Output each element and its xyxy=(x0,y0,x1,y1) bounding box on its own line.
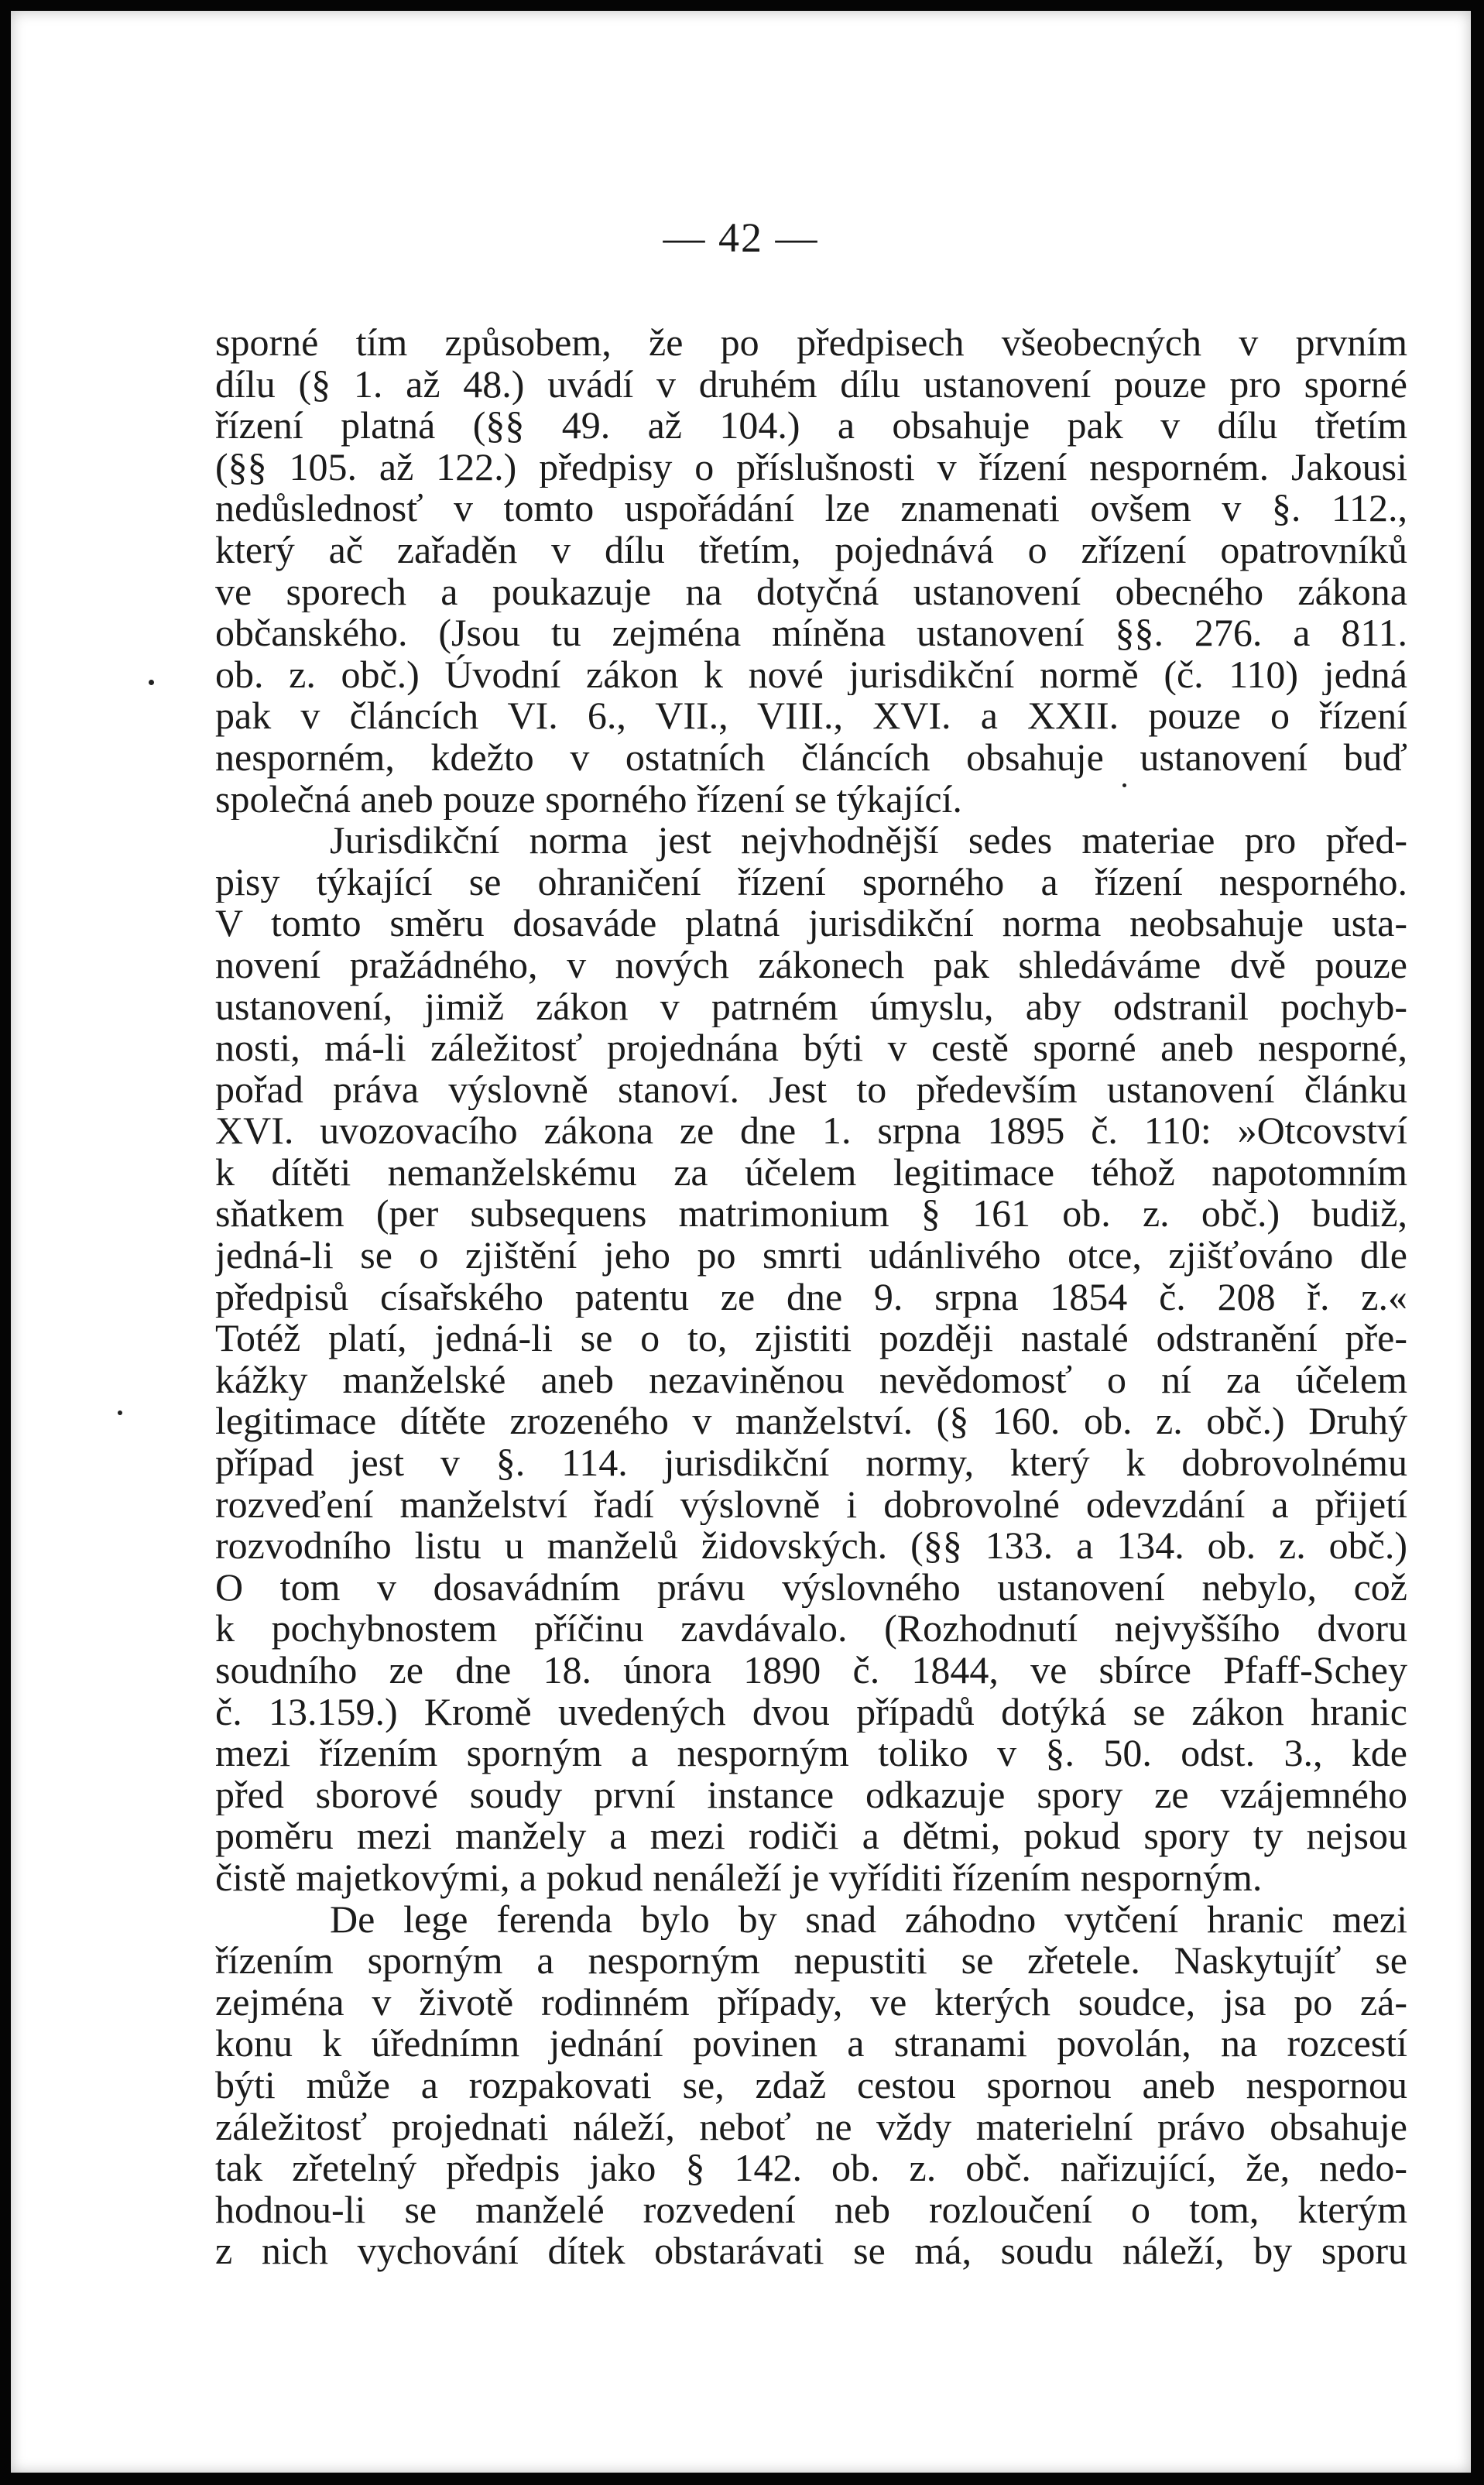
text-line: jedná-li se o zjištění jeho po smrti udánlivého otce, zjišťováno dle xyxy=(215,1235,1407,1277)
text-line: XVI. uvozovacího zákona ze dne 1. srpna 1895 č. 110: »Otcovství xyxy=(215,1110,1407,1152)
text-line: poměru mezi manžely a mezi rodiči a dětmi, pokud spory ty nejsou xyxy=(215,1815,1407,1857)
scan-speck xyxy=(118,1410,122,1415)
text-line: který ač zařaděn v dílu třetím, pojednává o zřízení opatrovníků xyxy=(215,529,1407,571)
text-line: nedůslednosť v tomto uspořádání lze znamenati ovšem v §. 112., xyxy=(215,488,1407,530)
paragraph-1 xyxy=(215,322,1407,820)
text-line: řízením sporným a nesporným nepustiti se zřetele. Naskytujíť se xyxy=(215,1940,1407,1982)
text-line: býti může a rozpakovati se, zdaž cestou spornou aneb nespornou xyxy=(215,2064,1407,2106)
text-line: pak v článcích VI. 6., VII., VIII., XVI. a XXII. pouze o řízení xyxy=(215,695,1407,737)
text-line: Jurisdikční norma jest nejvhodnější sedes materiae pro před- xyxy=(330,820,1407,862)
text-line: V tomto směru dosaváde platná jurisdikční norma neobsahuje usta- xyxy=(215,903,1407,944)
text-line: tak zřetelný předpis jako § 142. ob. z. obč. nařizující, že, nedo- xyxy=(215,2147,1407,2189)
text-line: z nich vychování dítek obstarávati se má, soudu náleží, by sporu xyxy=(215,2230,1407,2272)
text-line: sporné tím způsobem, že po předpisech všeobecných v prvním xyxy=(215,322,1407,364)
text-line: ustanovení, jimiž zákon v patrném úmyslu, aby odstranil pochyb- xyxy=(215,985,1407,1028)
text-line: rozveďení manželství řadí výslovně i dobrovolné odevzdání a přijetí xyxy=(215,1483,1407,1526)
text-line: O tom v dosavádním právu výslovného ustanovení nebylo, což xyxy=(215,1566,1407,1609)
paragraph-3 xyxy=(215,1899,1407,2272)
body-text xyxy=(215,322,1407,2272)
text-line: De lege ferenda bylo by snad záhodno vytčení hranic mezi xyxy=(330,1898,1407,1941)
text-line: konu k úřednímn jednání povinen a stranami povolán, na rozcestí xyxy=(215,2023,1407,2065)
text-line: rozvodního listu u manželů židovských. (§§ 133. a 134. ob. z. obč.) xyxy=(215,1525,1407,1567)
text-line: novení pražádného, v nových zákonech pak shledáváme dvě pouze xyxy=(215,944,1407,986)
text-line: hodnou-li se manželé rozvedení neb rozloučení o tom, kterým xyxy=(215,2189,1407,2231)
text-line: Totéž platí, jedná-li se o to, zjistiti později nastalé odstranění pře- xyxy=(215,1318,1407,1359)
scan-speck xyxy=(149,680,154,685)
text-line: ob. z. obč.) Úvodní zákon k nové jurisdikční normě (č. 110) jedná xyxy=(215,653,1407,696)
text-line: pořad práva výslovně stanoví. Jest to především ustanovení článku xyxy=(215,1068,1407,1111)
text-line: před sborové soudy první instance odkazuje spory ze vzájemného xyxy=(215,1774,1407,1816)
book-page xyxy=(11,11,1471,2473)
text-line: mezi řízením sporným a nesporným toliko v §. 50. odst. 3., kde xyxy=(215,1733,1407,1774)
text-line: čistě majetkovými, a pokud nenáleží je vyříditi řízením nesporným. xyxy=(215,1856,1263,1899)
text-line: zejména v životě rodinném případy, ve kterých soudce, jsa po zá- xyxy=(215,1981,1407,2024)
scan-speck xyxy=(1122,783,1126,787)
text-line: předpisů císařského patentu ze dne 9. srpna 1854 č. 208 ř. z.« xyxy=(215,1276,1407,1318)
text-line: kážky manželské aneb nezaviněnou nevědomosť o ní za účelem xyxy=(215,1359,1407,1401)
text-line: pisy týkající se ohraničení řízení sporného a řízení nesporného. xyxy=(215,861,1407,903)
text-line: č. 13.159.) Kromě uvedených dvou případů dotýká se zákon hranic xyxy=(215,1691,1407,1733)
text-line: soudního ze dne 18. února 1890 č. 1844, ve sbírce Pfaff-Schey xyxy=(215,1650,1407,1692)
text-line: sňatkem (per subsequens matrimonium § 161 ob. z. obč.) budiž, xyxy=(215,1193,1407,1236)
text-line: řízení platná (§§ 49. až 104.) a obsahuje pak v dílu třetím xyxy=(215,405,1407,447)
page-number: — 42 — xyxy=(663,214,819,261)
text-line: dílu (§ 1. až 48.) uvádí v druhém dílu ustanovení pouze pro sporné xyxy=(215,363,1407,406)
text-line: ve sporech a poukazuje na dotyčná ustanovení obecného zákona xyxy=(215,571,1407,613)
text-line: legitimace dítěte zrozeného v manželství. (§ 160. ob. z. obč.) Druhý xyxy=(215,1400,1407,1443)
text-line: (§§ 105. až 122.) předpisy o příslušnosti v řízení nesporném. Jakousi xyxy=(215,446,1407,488)
text-line: nesporném, kdežto v ostatních článcích obsahuje ustanovení buď xyxy=(215,736,1407,779)
text-line: společná aneb pouze sporného řízení se týkající. xyxy=(215,778,962,821)
text-line: záležitosť projednati náleží, neboť ne vždy materielní právo obsahuje xyxy=(215,2106,1407,2148)
text-line: nosti, má-li záležitosť projednána býti v cestě sporné aneb nesporné, xyxy=(215,1027,1407,1069)
text-line: k dítěti nemanželskému za účelem legitimace téhož napotomním xyxy=(215,1151,1407,1194)
text-line: případ jest v §. 114. jurisdikční normy, který k dobrovolnému xyxy=(215,1442,1407,1484)
paragraph-2 xyxy=(215,820,1407,1898)
text-line: k pochybnostem příčinu zavdávalo. (Rozhodnutí nejvyššího dvoru xyxy=(215,1608,1407,1650)
text-line: občanského. (Jsou tu zejména míněna ustanovení §§. 276. a 811. xyxy=(215,612,1407,654)
